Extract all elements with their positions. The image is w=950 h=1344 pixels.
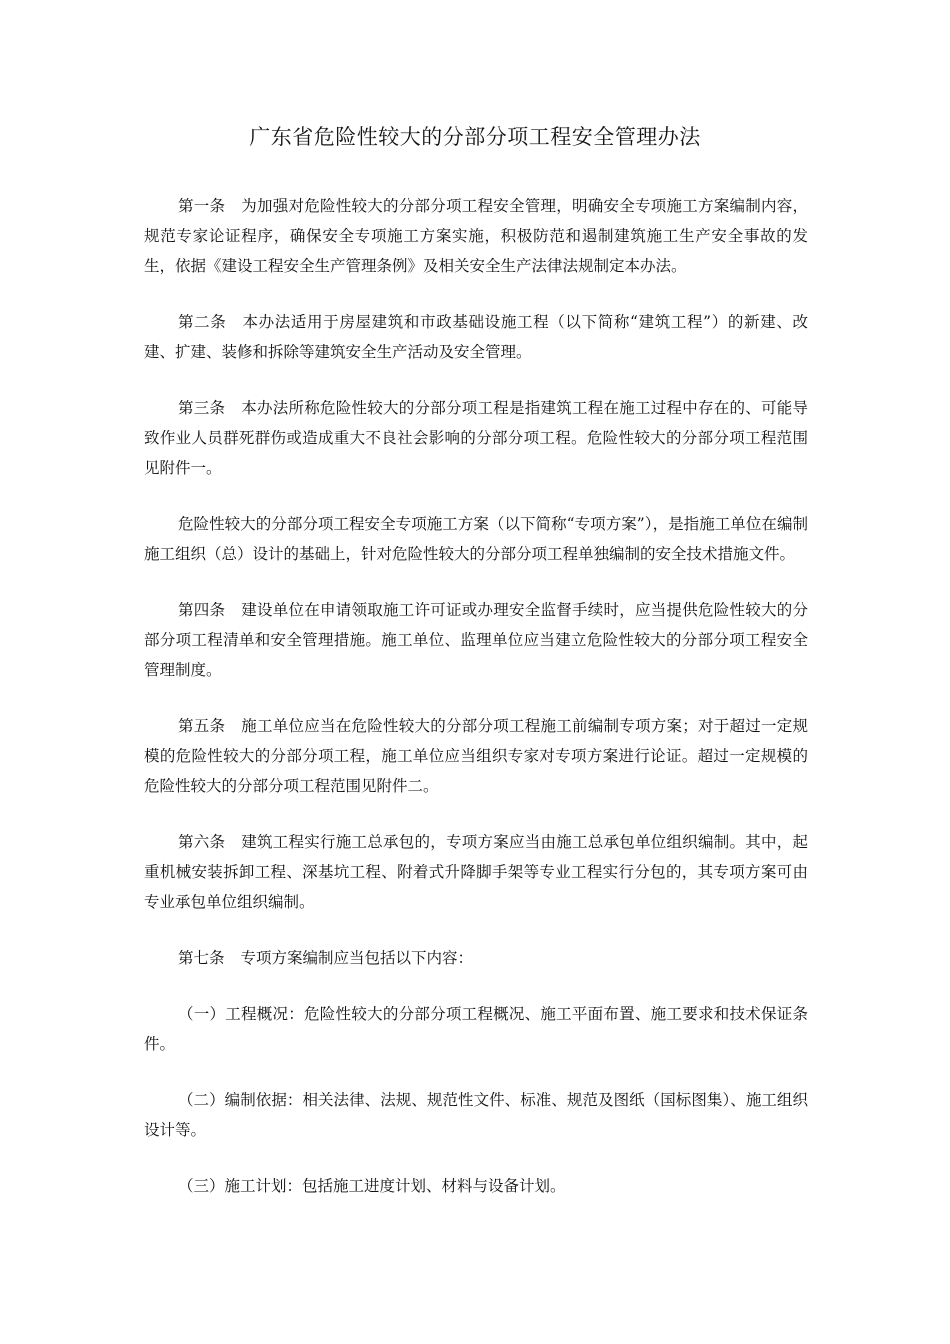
article-number: 第四条 [178,601,226,619]
paragraph-article-2 [144,307,808,367]
paragraph-article-1 [144,191,808,281]
paragraph-item-1 [144,999,808,1059]
article-number: 第二条 [178,313,227,331]
paragraph-article-5 [144,711,808,801]
paragraph-item-2 [144,1085,808,1145]
paragraph-text: 施工单位应当在危险性较大的分部分项工程施工前编制专项方案；对于超过一定规模的危险性较大的分部分项工程，施工单位应当组织专家对专项方案进行论证。超过一定规模的危险性较大的分部分项工程范围见附件二。 [144,717,808,795]
article-number: 第六条 [178,833,226,851]
paragraph-text: （一）工程概况：危险性较大的分部分项工程概况、施工平面布置、施工要求和技术保证条件。 [144,1005,808,1053]
paragraph-text: 专项方案编制应当包括以下内容： [240,949,474,967]
article-number: 第七条 [178,949,225,967]
paragraph-text: 建设单位在申请领取施工许可证或办理安全监督手续时，应当提供危险性较大的分部分项工程清单和安全管理措施。施工单位、监理单位应当建立危险性较大的分部分项工程安全管理制度。 [144,601,808,679]
paragraph-text: 危险性较大的分部分项工程安全专项施工方案（以下简称“专项方案”），是指施工单位在编制施工组织（总）设计的基础上，针对危险性较大的分部分项工程单独编制的安全技术措施文件。 [144,515,808,563]
paragraph-text: （三）施工计划：包括施工进度计划、材料与设备计划。 [178,1177,566,1195]
paragraph-text: （二）编制依据：相关法律、法规、规范性文件、标准、规范及图纸（国标图集）、施工组织设计等。 [144,1091,808,1139]
paragraph-article-3 [144,393,808,483]
article-number: 第五条 [178,717,226,735]
paragraph-article-7 [144,943,808,973]
article-number: 第三条 [178,399,226,417]
document-body [144,191,808,1227]
paragraph-item-3 [144,1171,808,1201]
paragraph-text: 建筑工程实行施工总承包的，专项方案应当由施工总承包单位组织编制。其中，起重机械安装拆卸工程、深基坑工程、附着式升降脚手架等专业工程实行分包的，其专项方案可由专业承包单位组织编制。 [144,833,808,911]
paragraph-special-scheme-definition [144,509,808,569]
paragraph-text: 本办法适用于房屋建筑和市政基础设施工程（以下简称“建筑工程”）的新建、改建、扩建、装修和拆除等建筑安全生产活动及安全管理。 [144,313,808,361]
article-number: 第一条 [178,197,226,215]
paragraph-text: 为加强对危险性较大的分部分项工程安全管理，明确安全专项施工方案编制内容，规范专家论证程序，确保安全专项施工方案实施，积极防范和遏制建筑施工生产安全事故的发生，依据《建设工程安全生产管理条例》及相关安全生产法律法规制定本办法。 [144,197,808,275]
paragraph-article-4 [144,595,808,685]
paragraph-text: 本办法所称危险性较大的分部分项工程是指建筑工程在施工过程中存在的、可能导致作业人员群死群伤或造成重大不良社会影响的分部分项工程。危险性较大的分部分项工程范围见附件一。 [144,399,808,477]
paragraph-article-6 [144,827,808,917]
document-title: 广东省危险性较大的分部分项工程安全管理办法 [249,125,701,149]
